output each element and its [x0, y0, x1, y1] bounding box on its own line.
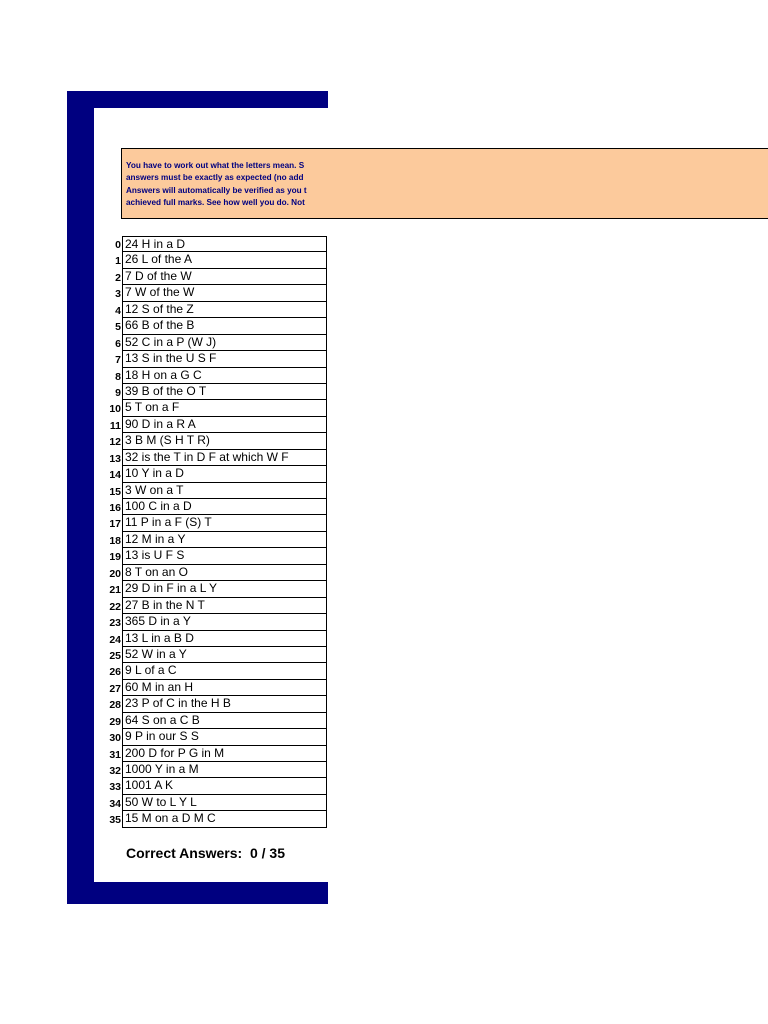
question-cell[interactable]: 18 H on a G C: [122, 368, 327, 384]
question-row: [107, 417, 328, 433]
question-cell[interactable]: 27 B in the N T: [122, 598, 327, 614]
question-cell[interactable]: 39 B of the O T: [122, 384, 327, 400]
question-cell[interactable]: 15 M on a D M C: [122, 811, 327, 827]
question-number: 15: [109, 485, 121, 498]
question-row: [107, 680, 328, 696]
question-cell[interactable]: 13 L in a B D: [122, 631, 327, 647]
instructions-text: [126, 160, 329, 210]
question-cell[interactable]: 9 P in our S S: [122, 729, 327, 745]
question-cell[interactable]: 200 D for P G in M: [122, 746, 327, 762]
question-row: [107, 351, 328, 367]
question-row: [107, 614, 328, 630]
question-row: [107, 236, 328, 252]
question-number: 20: [109, 567, 121, 580]
question-cell[interactable]: 52 C in a P (W J): [122, 335, 327, 351]
question-number: 10: [109, 403, 121, 416]
question-cell[interactable]: 1000 Y in a M: [122, 762, 327, 778]
question-number: 13: [109, 452, 121, 465]
instructions-line: answers must be exactly as expected (no add: [126, 173, 304, 183]
question-cell[interactable]: 66 B of the B: [122, 318, 327, 334]
question-row: [107, 663, 328, 679]
question-number: 2: [115, 271, 121, 284]
question-cell[interactable]: 7 D of the W: [122, 269, 327, 285]
question-row: [107, 778, 328, 794]
question-number: 14: [109, 469, 121, 482]
question-cell[interactable]: 26 L of the A: [122, 252, 327, 268]
question-row: [107, 499, 328, 515]
question-cell[interactable]: 32 is the T in D F at which W F: [122, 450, 327, 466]
instructions-line: achieved full marks. See how well you do. Not: [126, 198, 305, 208]
question-row: [107, 400, 328, 416]
question-number: 27: [109, 682, 121, 695]
question-cell[interactable]: 11 P in a F (S) T: [122, 515, 327, 531]
question-number: 5: [115, 321, 121, 334]
question-row: [107, 746, 328, 762]
question-row: [107, 532, 328, 548]
question-number: 35: [109, 814, 121, 827]
question-number: 17: [109, 518, 121, 531]
question-number: 22: [109, 600, 121, 613]
question-cell[interactable]: 50 W to L Y L: [122, 795, 327, 811]
question-row: [107, 269, 328, 285]
question-cell[interactable]: 10 Y in a D: [122, 466, 327, 482]
question-number: 24: [109, 633, 121, 646]
question-cell[interactable]: 12 S of the Z: [122, 302, 327, 318]
question-number: 26: [109, 666, 121, 679]
question-number: 16: [109, 502, 121, 514]
question-row: [107, 466, 328, 482]
question-number: 11: [109, 419, 121, 432]
question-number: 7: [115, 354, 121, 367]
question-cell[interactable]: 100 C in a D: [122, 499, 327, 515]
question-number: 1: [115, 255, 121, 268]
question-row: [107, 581, 328, 597]
question-number: 9: [115, 386, 121, 399]
question-number: 4: [115, 304, 121, 317]
question-number: 18: [109, 534, 121, 547]
question-cell[interactable]: 23 P of C in the H B: [122, 696, 327, 712]
score-label: Correct Answers:: [126, 845, 243, 861]
question-cell[interactable]: 8 T on an O: [122, 565, 327, 581]
question-row: [107, 631, 328, 647]
question-row: [107, 252, 328, 268]
question-row: [107, 811, 328, 827]
question-cell[interactable]: 13 S in the U S F: [122, 351, 327, 367]
question-row: [107, 762, 328, 778]
question-number: 34: [109, 797, 121, 810]
question-row: [107, 285, 328, 301]
question-cell[interactable]: 9 L of a C: [122, 663, 327, 679]
question-cell[interactable]: 90 D in a R A: [122, 417, 327, 433]
question-number: 32: [109, 765, 121, 777]
question-number: 12: [109, 436, 121, 449]
instructions-line: Answers will automatically be verified as you t: [126, 185, 307, 195]
question-row: [107, 450, 328, 466]
question-cell[interactable]: 24 H in a D: [122, 236, 327, 252]
question-row: [107, 729, 328, 745]
question-list: [107, 236, 328, 828]
question-cell[interactable]: 7 W of the W: [122, 285, 327, 301]
question-cell[interactable]: 5 T on a F: [122, 400, 327, 416]
question-number: 6: [115, 337, 121, 350]
question-number: 0: [115, 239, 121, 251]
question-row: [107, 647, 328, 663]
question-row: [107, 696, 328, 712]
question-number: 3: [115, 288, 121, 301]
question-number: 25: [109, 649, 121, 662]
question-number: 8: [115, 370, 121, 383]
question-number: 19: [109, 551, 121, 564]
question-number: 29: [109, 715, 121, 728]
question-cell[interactable]: 52 W in a Y: [122, 647, 327, 663]
question-number: 28: [109, 699, 121, 712]
question-number: 21: [109, 584, 121, 597]
question-cell[interactable]: 29 D in F in a L Y: [122, 581, 327, 597]
question-cell[interactable]: 64 S on a C B: [122, 713, 327, 729]
question-row: [107, 598, 328, 614]
score-display: [126, 845, 285, 861]
question-cell[interactable]: 365 D in a Y: [122, 614, 327, 630]
question-cell[interactable]: 12 M in a Y: [122, 532, 327, 548]
instructions-line: You have to work out what the letters mean. S: [126, 161, 305, 170]
question-number: 31: [109, 748, 121, 761]
question-cell[interactable]: 3 W on a T: [122, 483, 327, 499]
question-row: [107, 565, 328, 581]
question-row: [107, 433, 328, 449]
question-row: [107, 368, 328, 384]
question-row: [107, 384, 328, 400]
question-cell[interactable]: 1001 A K: [122, 778, 327, 794]
question-number: 30: [109, 732, 121, 745]
question-row: [107, 483, 328, 499]
question-number: 23: [109, 617, 121, 630]
question-row: [107, 335, 328, 351]
question-cell[interactable]: 60 M in an H: [122, 680, 327, 696]
question-row: [107, 713, 328, 729]
question-cell[interactable]: 3 B M (S H T R): [122, 433, 327, 449]
question-row: [107, 318, 328, 334]
question-cell[interactable]: 13 is U F S: [122, 548, 327, 564]
score-value: 0 / 35: [249, 845, 285, 861]
question-row: [107, 302, 328, 318]
question-row: [107, 515, 328, 531]
question-row: [107, 795, 328, 811]
question-number: 33: [109, 781, 121, 794]
question-row: [107, 548, 328, 564]
instructions-box: [121, 148, 768, 219]
